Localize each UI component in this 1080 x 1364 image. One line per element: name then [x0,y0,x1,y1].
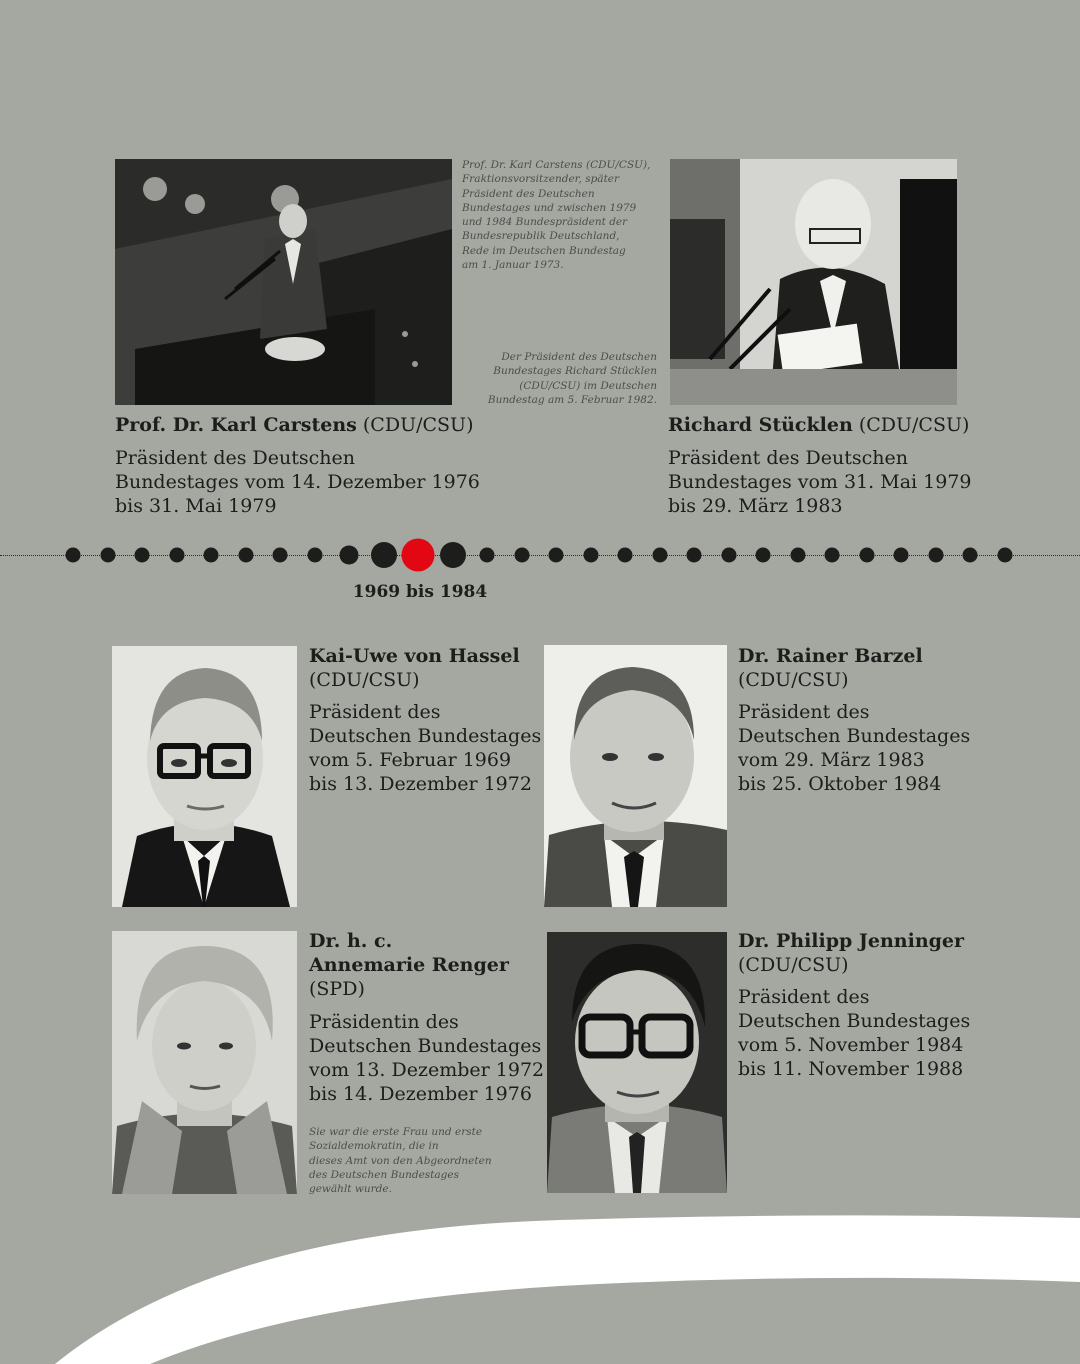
portrait-renger [112,931,297,1194]
photo-carstens-speech [115,159,452,405]
timeline-line [0,555,1080,556]
timeline-dot [66,548,81,563]
timeline-dot [549,548,564,563]
timeline-dot [204,548,219,563]
timeline-dot [583,548,598,563]
name-renger: Dr. h. c. Annemarie Renger (SPD) [309,930,509,1000]
timeline-dot [928,548,943,563]
name-barzel: Dr. Rainer Barzel (CDU/CSU) [738,645,923,691]
timeline-dot-active [402,539,435,572]
timeline-dot [169,548,184,563]
role-renger: Präsidentin des Deutschen Bundestages vom 13. Dezember 1972 bis 14. Dezember 1976 [309,1011,545,1105]
decorative-wave [0,1190,1080,1364]
timeline-dot [480,548,495,563]
portrait-jenninger [547,932,727,1193]
role-stuecklen: Präsident des Deutschen Bundestages vom 31. Mai 1979 bis 29. März 1983 [668,447,972,517]
timeline-dot [825,548,840,563]
portrait-barzel [544,645,727,907]
timeline-dot [340,546,359,565]
timeline-dot [618,548,633,563]
timeline-dot [440,542,466,568]
name-hassel: Kai-Uwe von Hassel (CDU/CSU) [309,645,520,691]
caption-carstens: Prof. Dr. Karl Carstens (CDU/CSU), Fraktionsvorsitzender, später Präsident des Deutschen Bundestages und zwischen 1979 und 1984 Bundespräsident der Bundesrepublik Deutschland, Rede im Deutschen Bundestag am 1. Januar 1973. [462,159,651,272]
timeline-dot [135,548,150,563]
name-carstens: Prof. Dr. Karl Carstens (CDU/CSU) [115,414,474,436]
timeline-dot [963,548,978,563]
caption-renger: Sie war die erste Frau und erste Sozialdemokratin, die in dieses Amt von den Abgeordneten des Deutschen Bundestages gewählt wurde. [309,1126,492,1196]
timeline-dot [273,548,288,563]
timeline-dot [859,548,874,563]
timeline-dot [307,548,322,563]
photo-stuecklen-speech [670,159,957,405]
role-hassel: Präsident des Deutschen Bundestages vom 5. Februar 1969 bis 13. Dezember 1972 [309,701,542,795]
timeline-dot [997,548,1012,563]
timeline-dot [756,548,771,563]
role-jenninger: Präsident des Deutschen Bundestages vom 5. November 1984 bis 11. November 1988 [738,986,971,1080]
timeline-dot [514,548,529,563]
timeline-dot [652,548,667,563]
name-stuecklen: Richard Stücklen (CDU/CSU) [668,414,970,436]
role-carstens: Präsident des Deutschen Bundestages vom 14. Dezember 1976 bis 31. Mai 1979 [115,447,480,517]
timeline-dot [687,548,702,563]
portrait-hassel [112,646,297,907]
caption-stuecklen: Der Präsident des Deutschen Bundestages Richard Stücklen (CDU/CSU) im Deutschen Bundestag am 5. Februar 1982. [487,351,657,406]
timeline [0,555,1080,556]
timeline-dot [721,548,736,563]
name-jenninger: Dr. Philipp Jenninger (CDU/CSU) [738,930,965,976]
timeline-dot [371,542,397,568]
timeline-era-label: 1969 bis 1984 [352,582,488,602]
timeline-dot [894,548,909,563]
timeline-dot [100,548,115,563]
timeline-dot [790,548,805,563]
role-barzel: Präsident des Deutschen Bundestages vom 29. März 1983 bis 25. Oktober 1984 [738,701,971,795]
timeline-dot [238,548,253,563]
